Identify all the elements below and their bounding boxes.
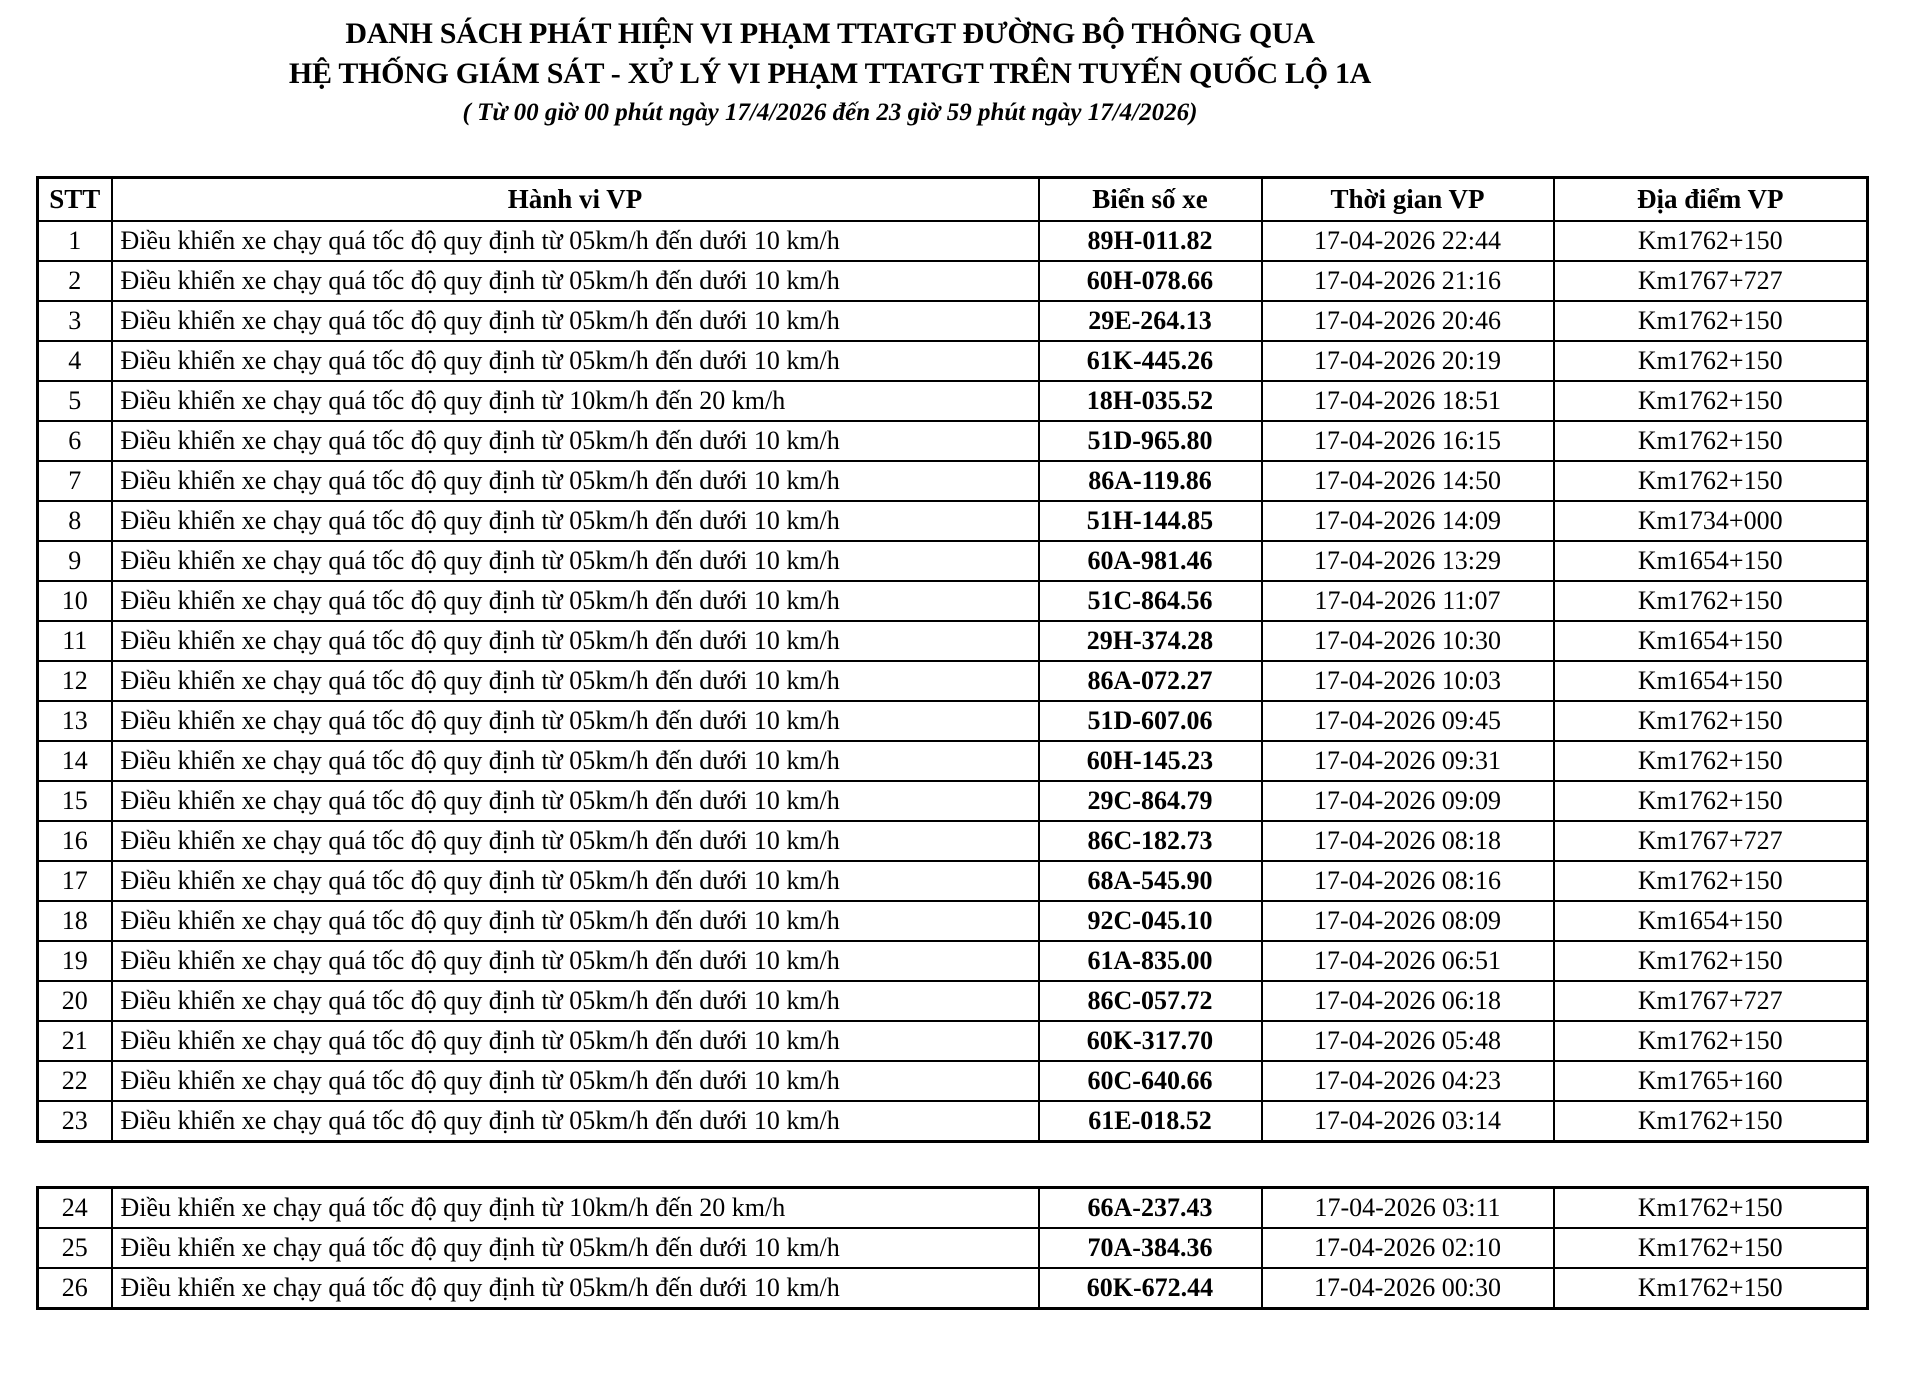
- cell-violation: Điều khiển xe chạy quá tốc độ quy định từ 05km/h đến dưới 10 km/h: [112, 661, 1039, 701]
- cell-time: 17-04-2026 10:30: [1262, 621, 1554, 661]
- cell-stt: 5: [38, 381, 112, 421]
- cell-time: 17-04-2026 21:16: [1262, 261, 1554, 301]
- cell-stt: 4: [38, 341, 112, 381]
- cell-location: Km1762+150: [1554, 941, 1868, 981]
- cell-location: Km1762+150: [1554, 1021, 1868, 1061]
- cell-violation: Điều khiển xe chạy quá tốc độ quy định từ 05km/h đến dưới 10 km/h: [112, 341, 1039, 381]
- cell-time: 17-04-2026 11:07: [1262, 581, 1554, 621]
- cell-plate: 29E-264.13: [1039, 301, 1262, 341]
- cell-location: Km1762+150: [1554, 301, 1868, 341]
- table-row: [38, 701, 1868, 741]
- cell-time: 17-04-2026 03:11: [1262, 1188, 1554, 1229]
- cell-stt: 21: [38, 1021, 112, 1061]
- cell-plate: 86A-119.86: [1039, 461, 1262, 501]
- cell-location: Km1762+150: [1554, 701, 1868, 741]
- cell-location: Km1767+727: [1554, 981, 1868, 1021]
- cell-plate: 61K-445.26: [1039, 341, 1262, 381]
- cell-plate: 51D-607.06: [1039, 701, 1262, 741]
- cell-plate: 18H-035.52: [1039, 381, 1262, 421]
- cell-stt: 2: [38, 261, 112, 301]
- cell-plate: 89H-011.82: [1039, 221, 1262, 261]
- violations-table-continued: [36, 1186, 1869, 1310]
- cell-stt: 9: [38, 541, 112, 581]
- table-row: [38, 1228, 1868, 1268]
- cell-location: Km1767+727: [1554, 821, 1868, 861]
- cell-time: 17-04-2026 13:29: [1262, 541, 1554, 581]
- table-row: [38, 1101, 1868, 1142]
- page-title-line2: HỆ THỐNG GIÁM SÁT - XỬ LÝ VI PHẠM TTATGT TRÊN TUYẾN QUỐC LỘ 1A: [288, 57, 1372, 90]
- cell-violation: Điều khiển xe chạy quá tốc độ quy định từ 05km/h đến dưới 10 km/h: [112, 701, 1039, 741]
- cell-location: Km1762+150: [1554, 741, 1868, 781]
- cell-time: 17-04-2026 05:48: [1262, 1021, 1554, 1061]
- table-row: [38, 1061, 1868, 1101]
- cell-stt: 11: [38, 621, 112, 661]
- cell-time: 17-04-2026 02:10: [1262, 1228, 1554, 1268]
- table-row: [38, 581, 1868, 621]
- cell-stt: 23: [38, 1101, 112, 1142]
- cell-violation: Điều khiển xe chạy quá tốc độ quy định từ 05km/h đến dưới 10 km/h: [112, 981, 1039, 1021]
- cell-plate: 60H-145.23: [1039, 741, 1262, 781]
- table-row: [38, 541, 1868, 581]
- cell-location: Km1762+150: [1554, 381, 1868, 421]
- cell-time: 17-04-2026 03:14: [1262, 1101, 1554, 1142]
- cell-time: 17-04-2026 20:19: [1262, 341, 1554, 381]
- cell-location: Km1762+150: [1554, 1228, 1868, 1268]
- cell-location: Km1654+150: [1554, 621, 1868, 661]
- cell-stt: 26: [38, 1268, 112, 1309]
- cell-plate: 51H-144.85: [1039, 501, 1262, 541]
- cell-stt: 14: [38, 741, 112, 781]
- cell-stt: 8: [38, 501, 112, 541]
- cell-stt: 7: [38, 461, 112, 501]
- cell-location: Km1767+727: [1554, 261, 1868, 301]
- table-row: [38, 741, 1868, 781]
- cell-time: 17-04-2026 18:51: [1262, 381, 1554, 421]
- cell-violation: Điều khiển xe chạy quá tốc độ quy định từ 05km/h đến dưới 10 km/h: [112, 861, 1039, 901]
- cell-plate: 61A-835.00: [1039, 941, 1262, 981]
- cell-stt: 12: [38, 661, 112, 701]
- cell-violation: Điều khiển xe chạy quá tốc độ quy định từ 05km/h đến dưới 10 km/h: [112, 461, 1039, 501]
- cell-violation: Điều khiển xe chạy quá tốc độ quy định từ 05km/h đến dưới 10 km/h: [112, 1061, 1039, 1101]
- cell-plate: 60C-640.66: [1039, 1061, 1262, 1101]
- cell-violation: Điều khiển xe chạy quá tốc độ quy định từ 05km/h đến dưới 10 km/h: [112, 1228, 1039, 1268]
- cell-location: Km1762+150: [1554, 1268, 1868, 1309]
- date-range-subtitle: ( Từ 00 giờ 00 phút ngày 17/4/2026 đến 23 giờ 59 phút ngày 17/4/2026): [462, 99, 1198, 126]
- cell-violation: Điều khiển xe chạy quá tốc độ quy định từ 05km/h đến dưới 10 km/h: [112, 421, 1039, 461]
- table-header-row: [38, 178, 1868, 222]
- table-row: [38, 661, 1868, 701]
- cell-stt: 20: [38, 981, 112, 1021]
- cell-location: Km1654+150: [1554, 661, 1868, 701]
- cell-violation: Điều khiển xe chạy quá tốc độ quy định từ 05km/h đến dưới 10 km/h: [112, 621, 1039, 661]
- cell-stt: 22: [38, 1061, 112, 1101]
- cell-location: Km1654+150: [1554, 901, 1868, 941]
- cell-time: 17-04-2026 22:44: [1262, 221, 1554, 261]
- table-row: [38, 421, 1868, 461]
- cell-plate: 29C-864.79: [1039, 781, 1262, 821]
- cell-plate: 60H-078.66: [1039, 261, 1262, 301]
- cell-time: 17-04-2026 09:45: [1262, 701, 1554, 741]
- cell-time: 17-04-2026 14:09: [1262, 501, 1554, 541]
- table-row: [38, 901, 1868, 941]
- col-header-location: Địa điểm VP: [1554, 178, 1868, 222]
- table-row: [38, 301, 1868, 341]
- table-row: [38, 1268, 1868, 1309]
- cell-time: 17-04-2026 14:50: [1262, 461, 1554, 501]
- cell-plate: 51D-965.80: [1039, 421, 1262, 461]
- cell-violation: Điều khiển xe chạy quá tốc độ quy định từ 05km/h đến dưới 10 km/h: [112, 1268, 1039, 1309]
- cell-violation: Điều khiển xe chạy quá tốc độ quy định từ 05km/h đến dưới 10 km/h: [112, 1101, 1039, 1142]
- cell-time: 17-04-2026 08:18: [1262, 821, 1554, 861]
- cell-stt: 18: [38, 901, 112, 941]
- cell-violation: Điều khiển xe chạy quá tốc độ quy định từ 05km/h đến dưới 10 km/h: [112, 221, 1039, 261]
- cell-plate: 60K-672.44: [1039, 1268, 1262, 1309]
- cell-plate: 60K-317.70: [1039, 1021, 1262, 1061]
- cell-location: Km1762+150: [1554, 1188, 1868, 1229]
- col-header-violation: Hành vi VP: [112, 178, 1039, 222]
- cell-time: 17-04-2026 09:31: [1262, 741, 1554, 781]
- table-row: [38, 221, 1868, 261]
- table-row: [38, 861, 1868, 901]
- cell-stt: 19: [38, 941, 112, 981]
- cell-location: Km1762+150: [1554, 581, 1868, 621]
- table-row: [38, 621, 1868, 661]
- cell-time: 17-04-2026 09:09: [1262, 781, 1554, 821]
- cell-time: 17-04-2026 04:23: [1262, 1061, 1554, 1101]
- cell-plate: 61E-018.52: [1039, 1101, 1262, 1142]
- cell-plate: 86C-182.73: [1039, 821, 1262, 861]
- table-row: [38, 341, 1868, 381]
- cell-plate: 66A-237.43: [1039, 1188, 1262, 1229]
- cell-stt: 17: [38, 861, 112, 901]
- cell-stt: 25: [38, 1228, 112, 1268]
- cell-plate: 68A-545.90: [1039, 861, 1262, 901]
- cell-time: 17-04-2026 08:16: [1262, 861, 1554, 901]
- table-row: [38, 1188, 1868, 1229]
- cell-plate: 51C-864.56: [1039, 581, 1262, 621]
- cell-stt: 15: [38, 781, 112, 821]
- document-header: [0, 0, 1660, 132]
- cell-violation: Điều khiển xe chạy quá tốc độ quy định từ 05km/h đến dưới 10 km/h: [112, 941, 1039, 981]
- cell-time: 17-04-2026 06:51: [1262, 941, 1554, 981]
- cell-violation: Điều khiển xe chạy quá tốc độ quy định từ 05km/h đến dưới 10 km/h: [112, 501, 1039, 541]
- cell-location: Km1762+150: [1554, 781, 1868, 821]
- cell-stt: 16: [38, 821, 112, 861]
- cell-location: Km1654+150: [1554, 541, 1868, 581]
- cell-time: 17-04-2026 20:46: [1262, 301, 1554, 341]
- cell-location: Km1734+000: [1554, 501, 1868, 541]
- table-row: [38, 1021, 1868, 1061]
- cell-time: 17-04-2026 06:18: [1262, 981, 1554, 1021]
- cell-stt: 3: [38, 301, 112, 341]
- table-row: [38, 261, 1868, 301]
- cell-plate: 92C-045.10: [1039, 901, 1262, 941]
- cell-plate: 70A-384.36: [1039, 1228, 1262, 1268]
- table-row: [38, 501, 1868, 541]
- cell-stt: 13: [38, 701, 112, 741]
- cell-violation: Điều khiển xe chạy quá tốc độ quy định từ 05km/h đến dưới 10 km/h: [112, 261, 1039, 301]
- cell-time: 17-04-2026 16:15: [1262, 421, 1554, 461]
- table-row: [38, 821, 1868, 861]
- cell-stt: 6: [38, 421, 112, 461]
- cell-stt: 1: [38, 221, 112, 261]
- cell-location: Km1762+150: [1554, 1101, 1868, 1142]
- cell-time: 17-04-2026 00:30: [1262, 1268, 1554, 1309]
- cell-time: 17-04-2026 10:03: [1262, 661, 1554, 701]
- cell-violation: Điều khiển xe chạy quá tốc độ quy định từ 05km/h đến dưới 10 km/h: [112, 781, 1039, 821]
- violations-table-main: [36, 176, 1869, 1143]
- cell-location: Km1762+150: [1554, 461, 1868, 501]
- cell-time: 17-04-2026 08:09: [1262, 901, 1554, 941]
- cell-location: Km1765+160: [1554, 1061, 1868, 1101]
- cell-violation: Điều khiển xe chạy quá tốc độ quy định từ 05km/h đến dưới 10 km/h: [112, 301, 1039, 341]
- table-row: [38, 381, 1868, 421]
- cell-plate: 29H-374.28: [1039, 621, 1262, 661]
- cell-plate: 60A-981.46: [1039, 541, 1262, 581]
- cell-violation: Điều khiển xe chạy quá tốc độ quy định từ 10km/h đến 20 km/h: [112, 381, 1039, 421]
- cell-violation: Điều khiển xe chạy quá tốc độ quy định từ 10km/h đến 20 km/h: [112, 1188, 1039, 1229]
- cell-location: Km1762+150: [1554, 861, 1868, 901]
- table-row: [38, 941, 1868, 981]
- cell-violation: Điều khiển xe chạy quá tốc độ quy định từ 05km/h đến dưới 10 km/h: [112, 541, 1039, 581]
- col-header-plate: Biển số xe: [1039, 178, 1262, 222]
- cell-location: Km1762+150: [1554, 421, 1868, 461]
- cell-violation: Điều khiển xe chạy quá tốc độ quy định từ 05km/h đến dưới 10 km/h: [112, 821, 1039, 861]
- cell-stt: 10: [38, 581, 112, 621]
- col-header-stt: STT: [38, 178, 112, 222]
- cell-violation: Điều khiển xe chạy quá tốc độ quy định từ 05km/h đến dưới 10 km/h: [112, 901, 1039, 941]
- cell-violation: Điều khiển xe chạy quá tốc độ quy định từ 05km/h đến dưới 10 km/h: [112, 1021, 1039, 1061]
- cell-violation: Điều khiển xe chạy quá tốc độ quy định từ 05km/h đến dưới 10 km/h: [112, 581, 1039, 621]
- col-header-time: Thời gian VP: [1262, 178, 1554, 222]
- cell-stt: 24: [38, 1188, 112, 1229]
- cell-location: Km1762+150: [1554, 221, 1868, 261]
- page-title-line1: DANH SÁCH PHÁT HIỆN VI PHẠM TTATGT ĐƯỜNG BỘ THÔNG QUA: [345, 17, 1315, 50]
- table-row: [38, 981, 1868, 1021]
- cell-location: Km1762+150: [1554, 341, 1868, 381]
- cell-plate: 86A-072.27: [1039, 661, 1262, 701]
- cell-plate: 86C-057.72: [1039, 981, 1262, 1021]
- table-row: [38, 781, 1868, 821]
- cell-violation: Điều khiển xe chạy quá tốc độ quy định từ 05km/h đến dưới 10 km/h: [112, 741, 1039, 781]
- table-row: [38, 461, 1868, 501]
